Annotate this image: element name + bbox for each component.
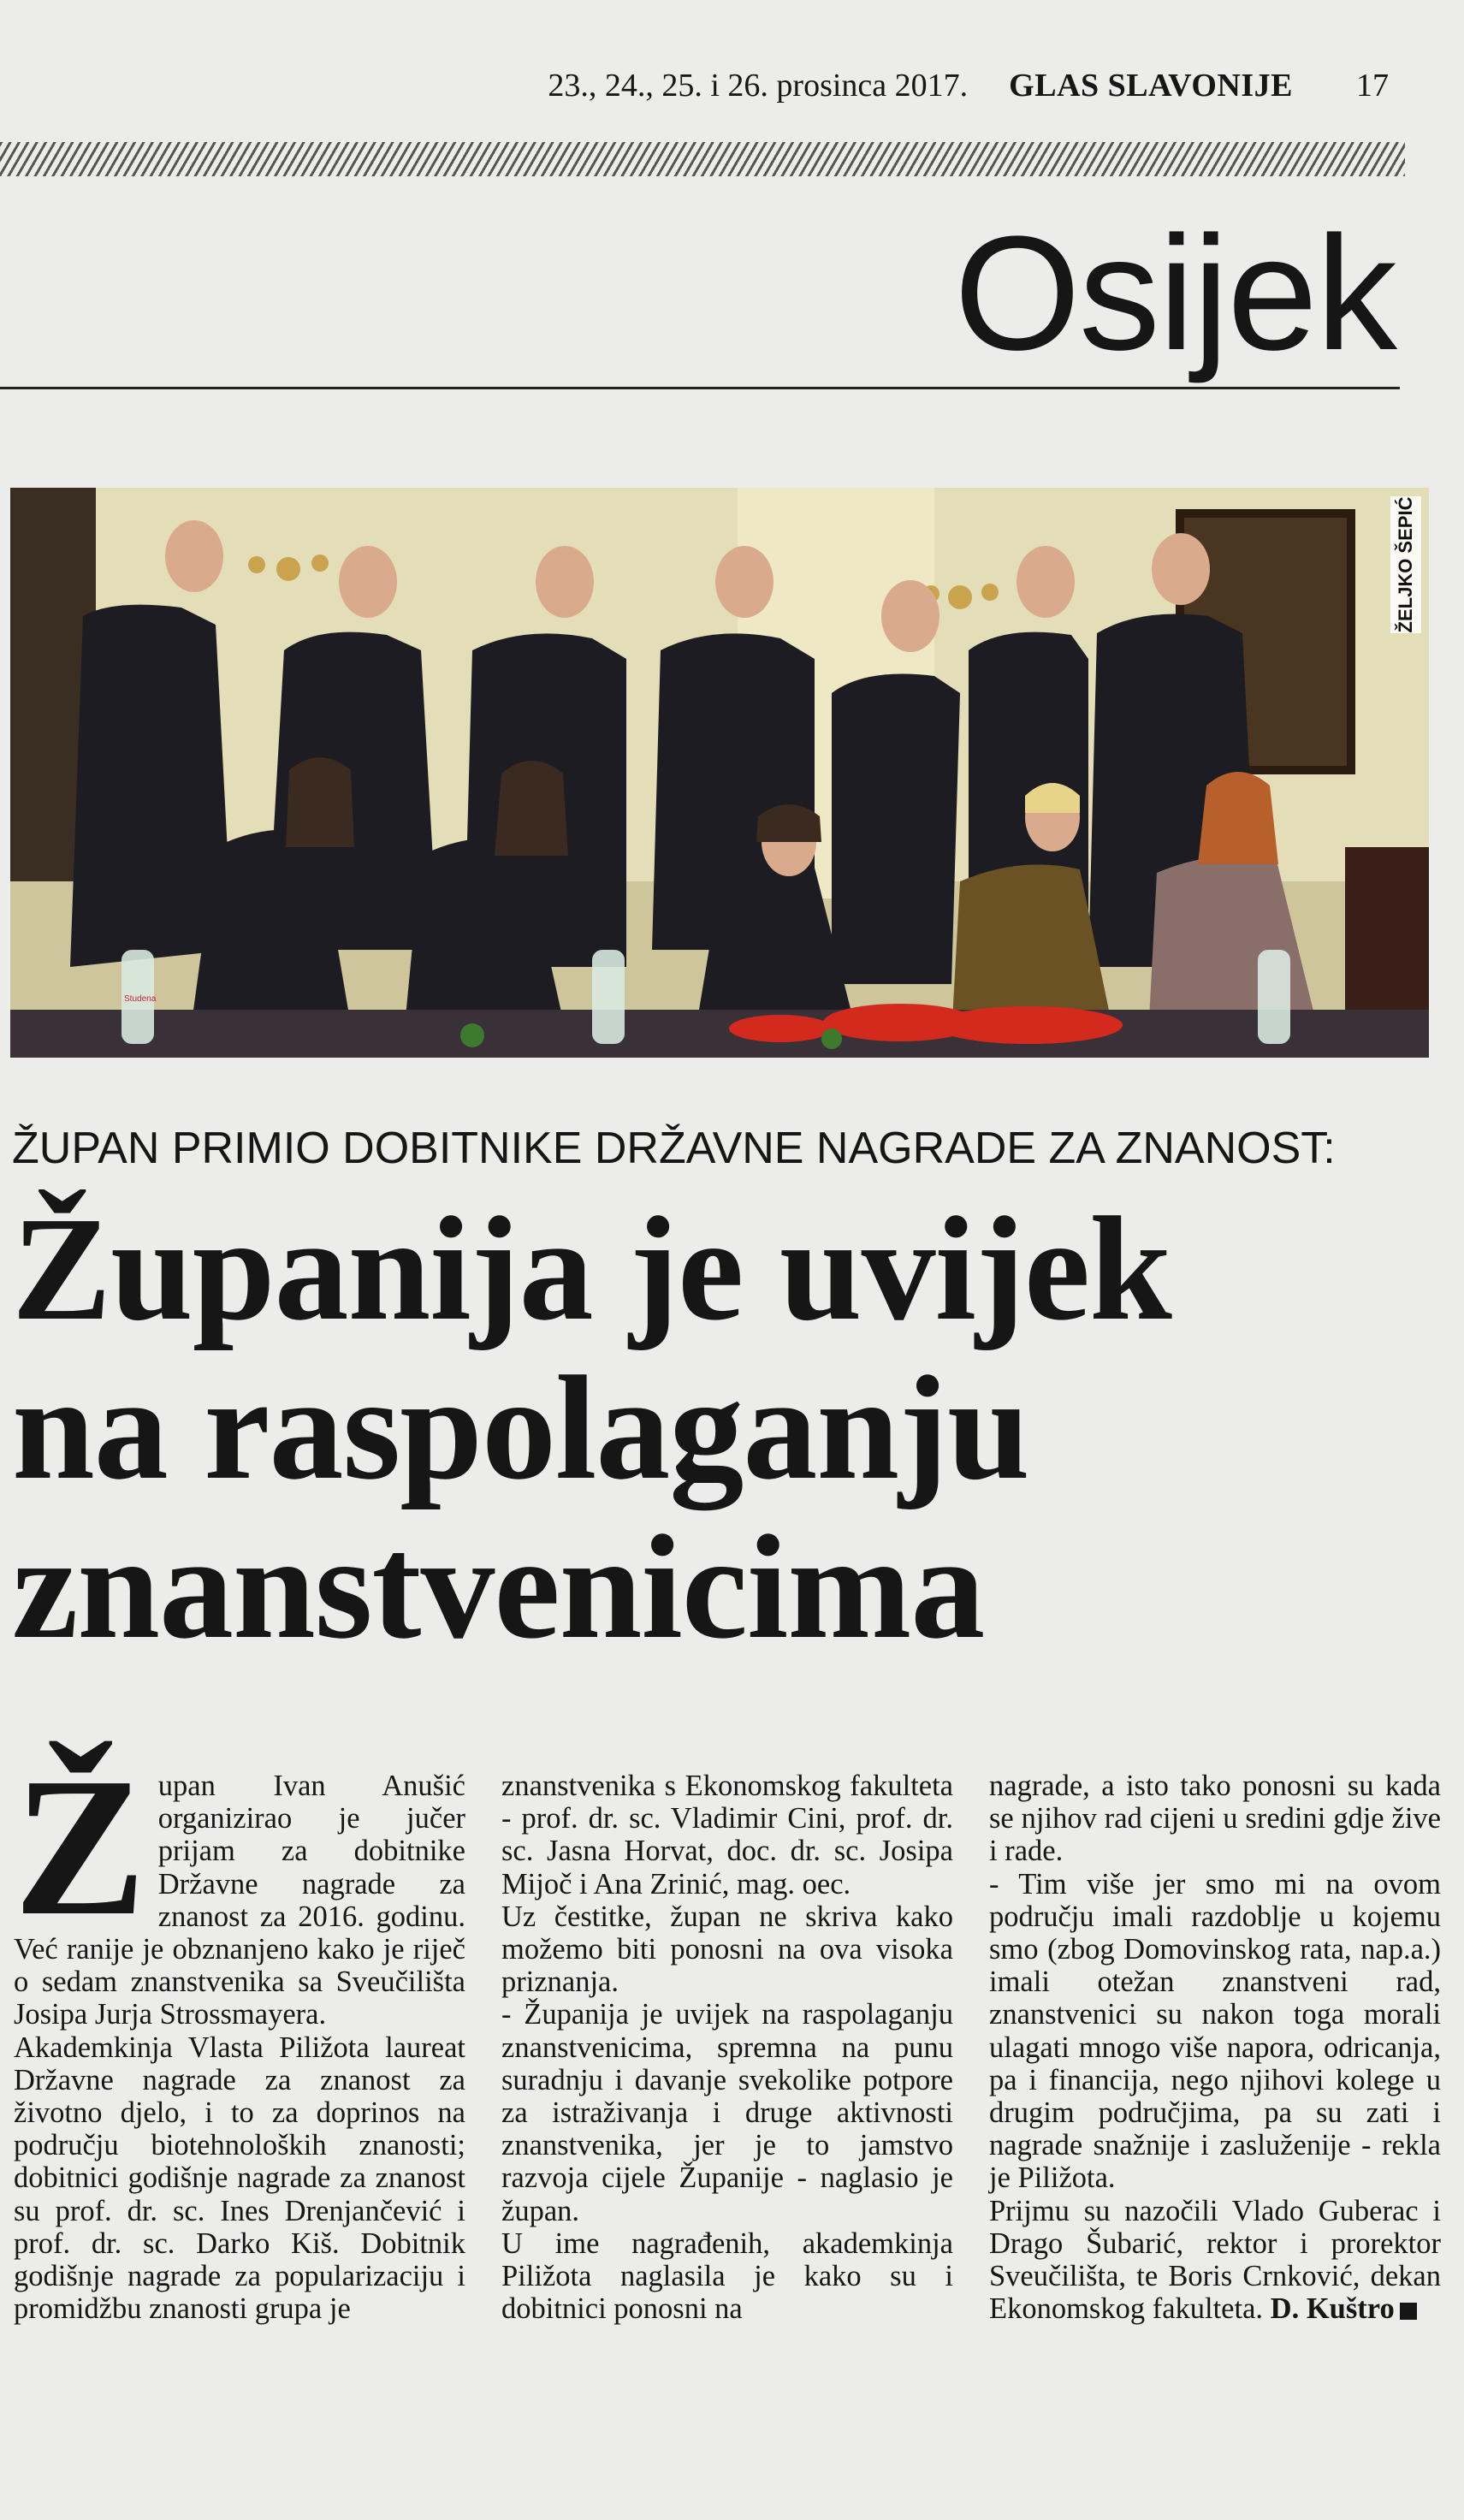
section-title: Osijek [954,203,1396,384]
paragraph: Uz čestitke, župan ne skriva kako možemo biti ponosni na ova visoka priznanja. [501,1900,953,1999]
headline-line-2: na raspolaganju [12,1345,1029,1510]
paragraph-text: Prijmu su nazočili Vlado Guberac i Drago Šubarić, rektor i prorektor Sveučilišta, te Boris Crnković, dekan Ekonomskog fakulteta. [989,2194,1441,2326]
headline-line-1: Županija je uvijek [12,1186,1171,1351]
svg-text:Studena: Studena [124,994,157,1004]
section-rule [0,387,1400,389]
paragraph [14,1737,465,2031]
group-photo [10,488,1429,1058]
photo-credit [1390,496,1421,633]
paragraph: - Tim više jer smo mi na ovom području imali razdoblje u kojemu smo (zbog Domovinskog rata, nap.a.) imali otežan znanstveni rad, znanstvenici su nakon toga morali ulagati mnogo više napora, odricanja, pa i financija, nego njihovi kolege u drugim područjima, pa su zati i nagrade snažnije i zasluženije - rekla je Piližota. [989,1867,1441,2195]
end-mark-icon [1400,2303,1417,2320]
photo-credit-text: ŽELJKO ŠEPIĆ [1395,496,1416,633]
article-body [14,1737,1441,2463]
article-column-2 [501,1770,953,2325]
article-column-1 [14,1737,465,2326]
headline-line-3: znanstvenicima [12,1504,985,1669]
paragraph: znanstvenika s Ekonomskog fakulteta - prof. dr. sc. Vladimir Cini, prof. dr. sc. Jasna Horvat, doc. dr. sc. Josipa Mijoč i Ana Zrinić, mag. oec. [501,1770,953,1900]
publication-name: GLAS SLAVONIJE [1009,68,1293,104]
drop-cap: Ž [14,1737,146,1957]
article-kicker: ŽUPAN PRIMIO DOBITNIKE DRŽAVNE NAGRADE ZA ZNANOST: [12,1124,1336,1173]
issue-date: 23., 24., 25. i 26. prosinca 2017. [548,68,969,104]
header-hatch-rule [0,142,1405,176]
page-header [548,67,1389,104]
paragraph: nagrade, a isto tako ponosni su kada se njihov rad cijeni u sredini gdje žive i rade. [989,1770,1441,1868]
author-byline: D. Kuštro [1270,2292,1395,2326]
paragraph: U ime nagrađenih, akademkinja Piližota naglasila je kako su i dobitnici ponosni na [501,2226,953,2326]
group-photo-illustration [10,488,1429,1058]
paragraph [989,2195,1441,2326]
paragraph-text: upan Ivan Anušić organizirao je jučer prijam za dobitnike Državne nagrade za znanost za 2016. godinu. Već ranije je obznanjeno kako je riječ o sedam znanstvenika sa Sveučilišta Josipa Jurja Strossmayera. [14,1770,465,2031]
page-number: 17 [1356,68,1389,104]
article-column-3 [989,1770,1441,2325]
paragraph: Akademkinja Vlasta Piližota laureat Državne nagrade za znanost za životno djelo, i to za doprinos na području biotehnoloških znanosti; dobitnici godišnje nagrade za znanost su prof. dr. sc. Ines Drenjančević i prof. dr. sc. Darko Kiš. Dobitnik godišnje nagrade za popularizaciju i promidžbu znanosti grupa je [14,2031,465,2326]
article-headline [12,1186,1449,1669]
paragraph: - Županija je uvijek na raspolaganju znanstvenicima, spremna na punu suradnju i davanje svekolike potpore za istraživanja i druge aktivnosti znanstvenika, jer je to jamstvo razvoja cijele Županije - naglasio je župan. [501,1998,953,2227]
